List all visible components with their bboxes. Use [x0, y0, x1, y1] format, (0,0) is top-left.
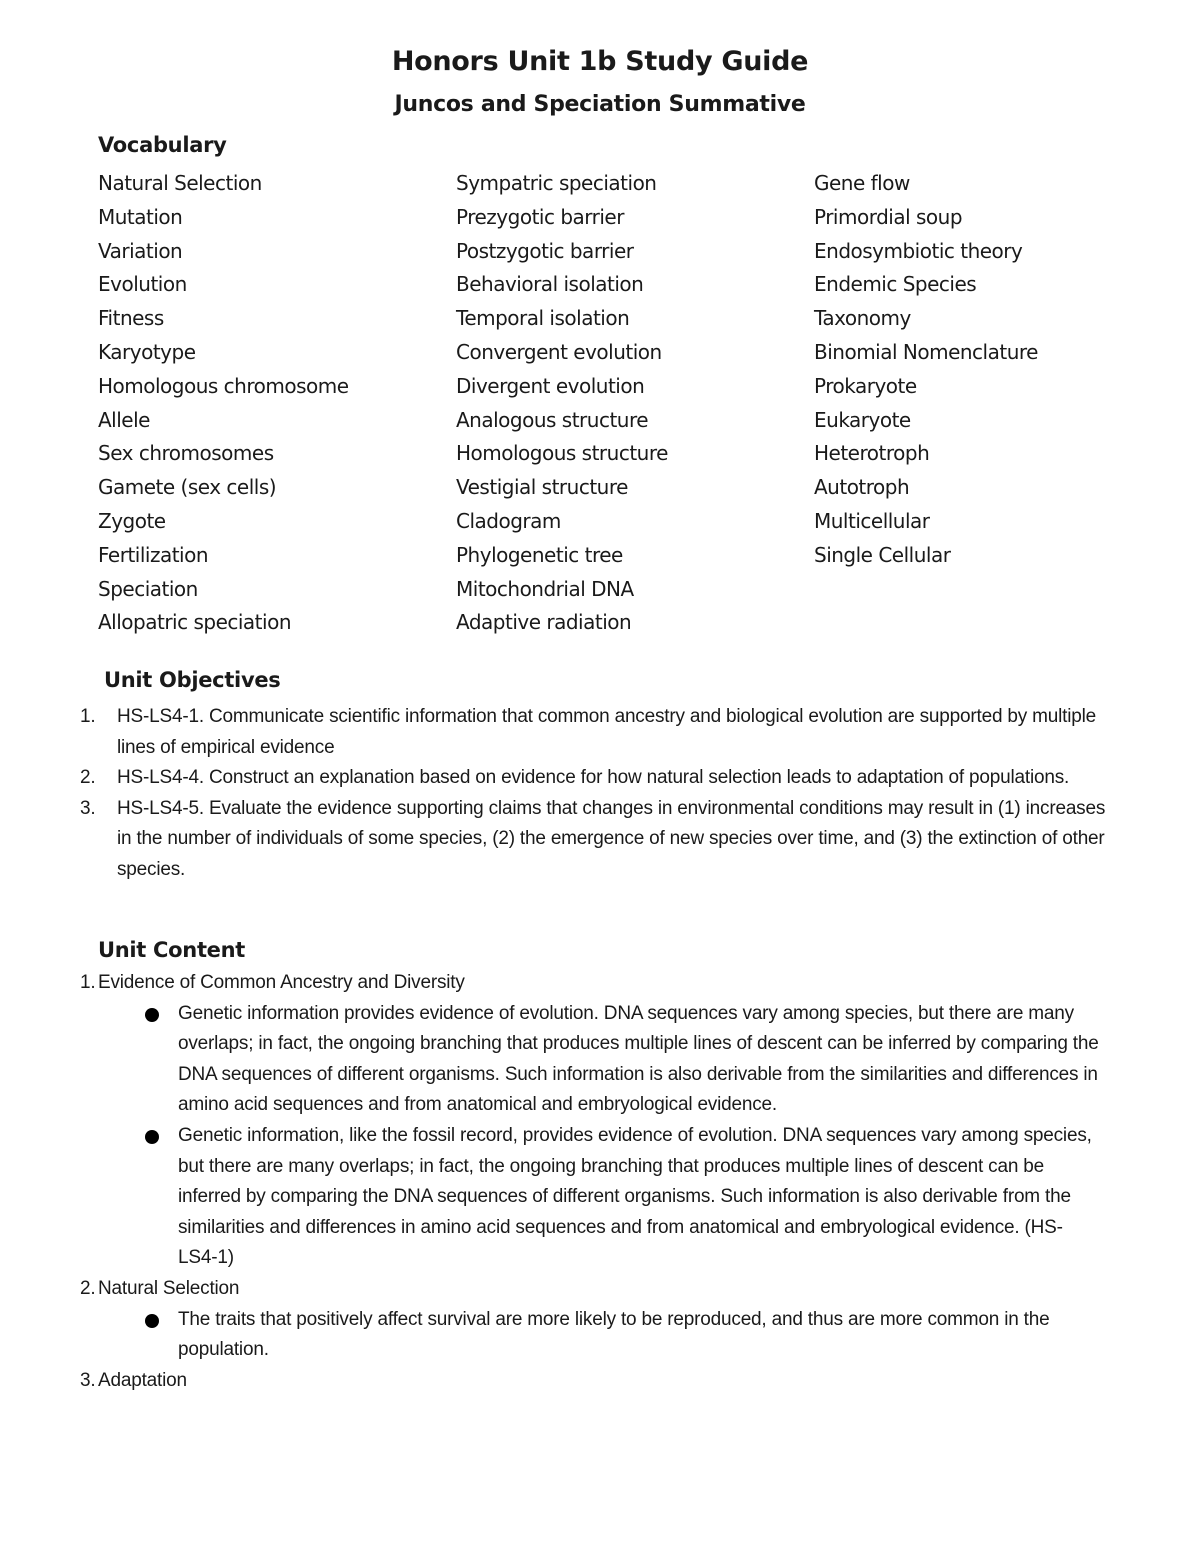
vocabulary-column-1: [98, 168, 349, 641]
vocab-term: Postzygotic barrier: [456, 238, 634, 263]
content-bullet: [80, 999, 1120, 1121]
vocab-term: Allopatric speciation: [98, 610, 291, 635]
vocab-term: Phylogenetic tree: [456, 542, 623, 567]
objective-item: [80, 702, 1120, 763]
vocab-term: Natural Selection: [98, 171, 262, 195]
content-item-number: 1.: [80, 972, 96, 993]
content-bullet: [80, 1121, 1120, 1274]
content-item: [80, 968, 1120, 1274]
vocab-term: Convergent evolution: [456, 339, 662, 364]
content-bullets: [80, 1305, 1120, 1366]
objective-item: [80, 763, 1120, 794]
objective-number: 1.: [80, 706, 96, 727]
vocab-term: Fertilization: [98, 542, 209, 567]
vocab-term: Cladogram: [456, 508, 561, 533]
vocab-term: Gamete (sex cells): [98, 475, 277, 500]
vocab-term: Karyotype: [98, 339, 196, 364]
vocab-term: Zygote: [98, 508, 166, 533]
content-bullet-text: The traits that positively affect survival are more likely to be reproduced, and thus are more common in the population.: [178, 1308, 1050, 1361]
vocab-term: Fitness: [98, 306, 164, 331]
content-item-title: [80, 1274, 1120, 1305]
content-item-title: [80, 968, 1120, 999]
content-item: [80, 1274, 1120, 1366]
objective-text: HS-LS4-4. Construct an explanation based on evidence for how natural selection leads to adaptation of populations.: [117, 767, 1070, 789]
vocab-term: Behavioral isolation: [456, 272, 644, 297]
vocab-term: Autotroph: [814, 475, 910, 500]
objectives-list: [80, 702, 1120, 886]
vocab-term: Divergent evolution: [456, 373, 645, 398]
content-bullet-text: Genetic information provides evidence of evolution. DNA sequences vary among species, but there are many overlaps; in fact, the ongoing branching that produces multiple lines of descent can be inferred by comparing the DNA sequences of different organisms. Such information is also derivable from the similarities and differences in amino acid sequences and from anatomical and embryological evidence.: [178, 1002, 1099, 1116]
vocabulary-heading: Vocabulary: [98, 133, 227, 157]
vocab-term: Speciation: [98, 576, 198, 601]
vocab-term: Evolution: [98, 272, 187, 297]
vocab-term: Homologous chromosome: [98, 373, 349, 398]
objective-text: HS-LS4-1. Communicate scientific information that common ancestry and biological evolution are supported by multiple lines of empirical evidence: [117, 706, 1097, 758]
vocabulary-column-2: [456, 168, 668, 641]
content-item-number: 3.: [80, 1369, 96, 1391]
objectives-heading: Unit Objectives: [104, 668, 281, 692]
vocab-term: Gene flow: [814, 171, 910, 195]
content-item-title: [80, 1366, 1120, 1397]
vocab-term: Analogous structure: [456, 407, 649, 432]
vocab-term: Multicellular: [814, 508, 930, 533]
vocab-term: Adaptive radiation: [456, 610, 632, 635]
vocab-term: Endemic Species: [814, 272, 977, 297]
vocab-term: Vestigial structure: [456, 475, 628, 500]
content-item-title-text: Adaptation: [98, 1369, 187, 1391]
vocab-term: Allele: [98, 407, 150, 432]
content-bullet: [80, 1305, 1120, 1366]
objective-number: 3.: [80, 797, 96, 819]
vocab-term: Sex chromosomes: [98, 441, 274, 466]
content-item: [80, 1366, 1120, 1397]
content-item-number: 2.: [80, 1277, 96, 1299]
vocab-term: Mitochondrial DNA: [456, 576, 634, 601]
content-bullet-text: Genetic information, like the fossil record, provides evidence of evolution. DNA sequences vary among species, but there are many overlaps; in fact, the ongoing branching that produces multiple lines of descent can be inferred by comparing the DNA sequences of different organisms. Such information is also derivable from the similarities and differences in amino acid sequences and from anatomical and embryological evidence. (HS-LS4-1): [178, 1124, 1092, 1269]
vocab-term: Temporal isolation: [456, 306, 630, 331]
document-subtitle: Juncos and Speciation Summative: [394, 92, 806, 117]
vocab-term: Sympatric speciation: [456, 171, 657, 195]
content-heading: Unit Content: [98, 938, 246, 962]
vocab-term: Homologous structure: [456, 441, 668, 466]
objective-number: 2.: [80, 767, 96, 789]
content-item-title-text: Natural Selection: [98, 1277, 240, 1299]
content-item-title-text: Evidence of Common Ancestry and Diversity: [98, 972, 465, 993]
document-title: Honors Unit 1b Study Guide: [391, 46, 809, 77]
content-list: [80, 968, 1120, 1396]
vocab-term: Primordial soup: [814, 204, 963, 229]
vocab-term: Taxonomy: [814, 306, 911, 331]
vocab-term: Prokaryote: [814, 373, 917, 398]
objective-text: HS-LS4-5. Evaluate the evidence supporting claims that changes in environmental conditions may result in (1) increases in the number of individuals of some species, (2) the emergence of new species over time, and (3) the extinction of other species.: [117, 797, 1106, 880]
vocabulary-column-3: [814, 168, 1038, 574]
vocab-term: Prezygotic barrier: [456, 204, 624, 229]
vocab-term: Eukaryote: [814, 407, 911, 432]
vocab-term: Single Cellular: [814, 542, 951, 567]
objective-item: [80, 794, 1120, 886]
vocab-term: Endosymbiotic theory: [814, 238, 1023, 263]
vocab-term: Binomial Nomenclature: [814, 339, 1038, 364]
bullet-icon: [145, 1008, 159, 1022]
vocab-term: Heterotroph: [814, 441, 930, 466]
vocab-term: Mutation: [98, 204, 183, 229]
bullet-icon: [145, 1314, 159, 1328]
content-bullets: [80, 999, 1120, 1274]
bullet-icon: [145, 1130, 159, 1144]
vocab-term: Variation: [98, 238, 183, 263]
